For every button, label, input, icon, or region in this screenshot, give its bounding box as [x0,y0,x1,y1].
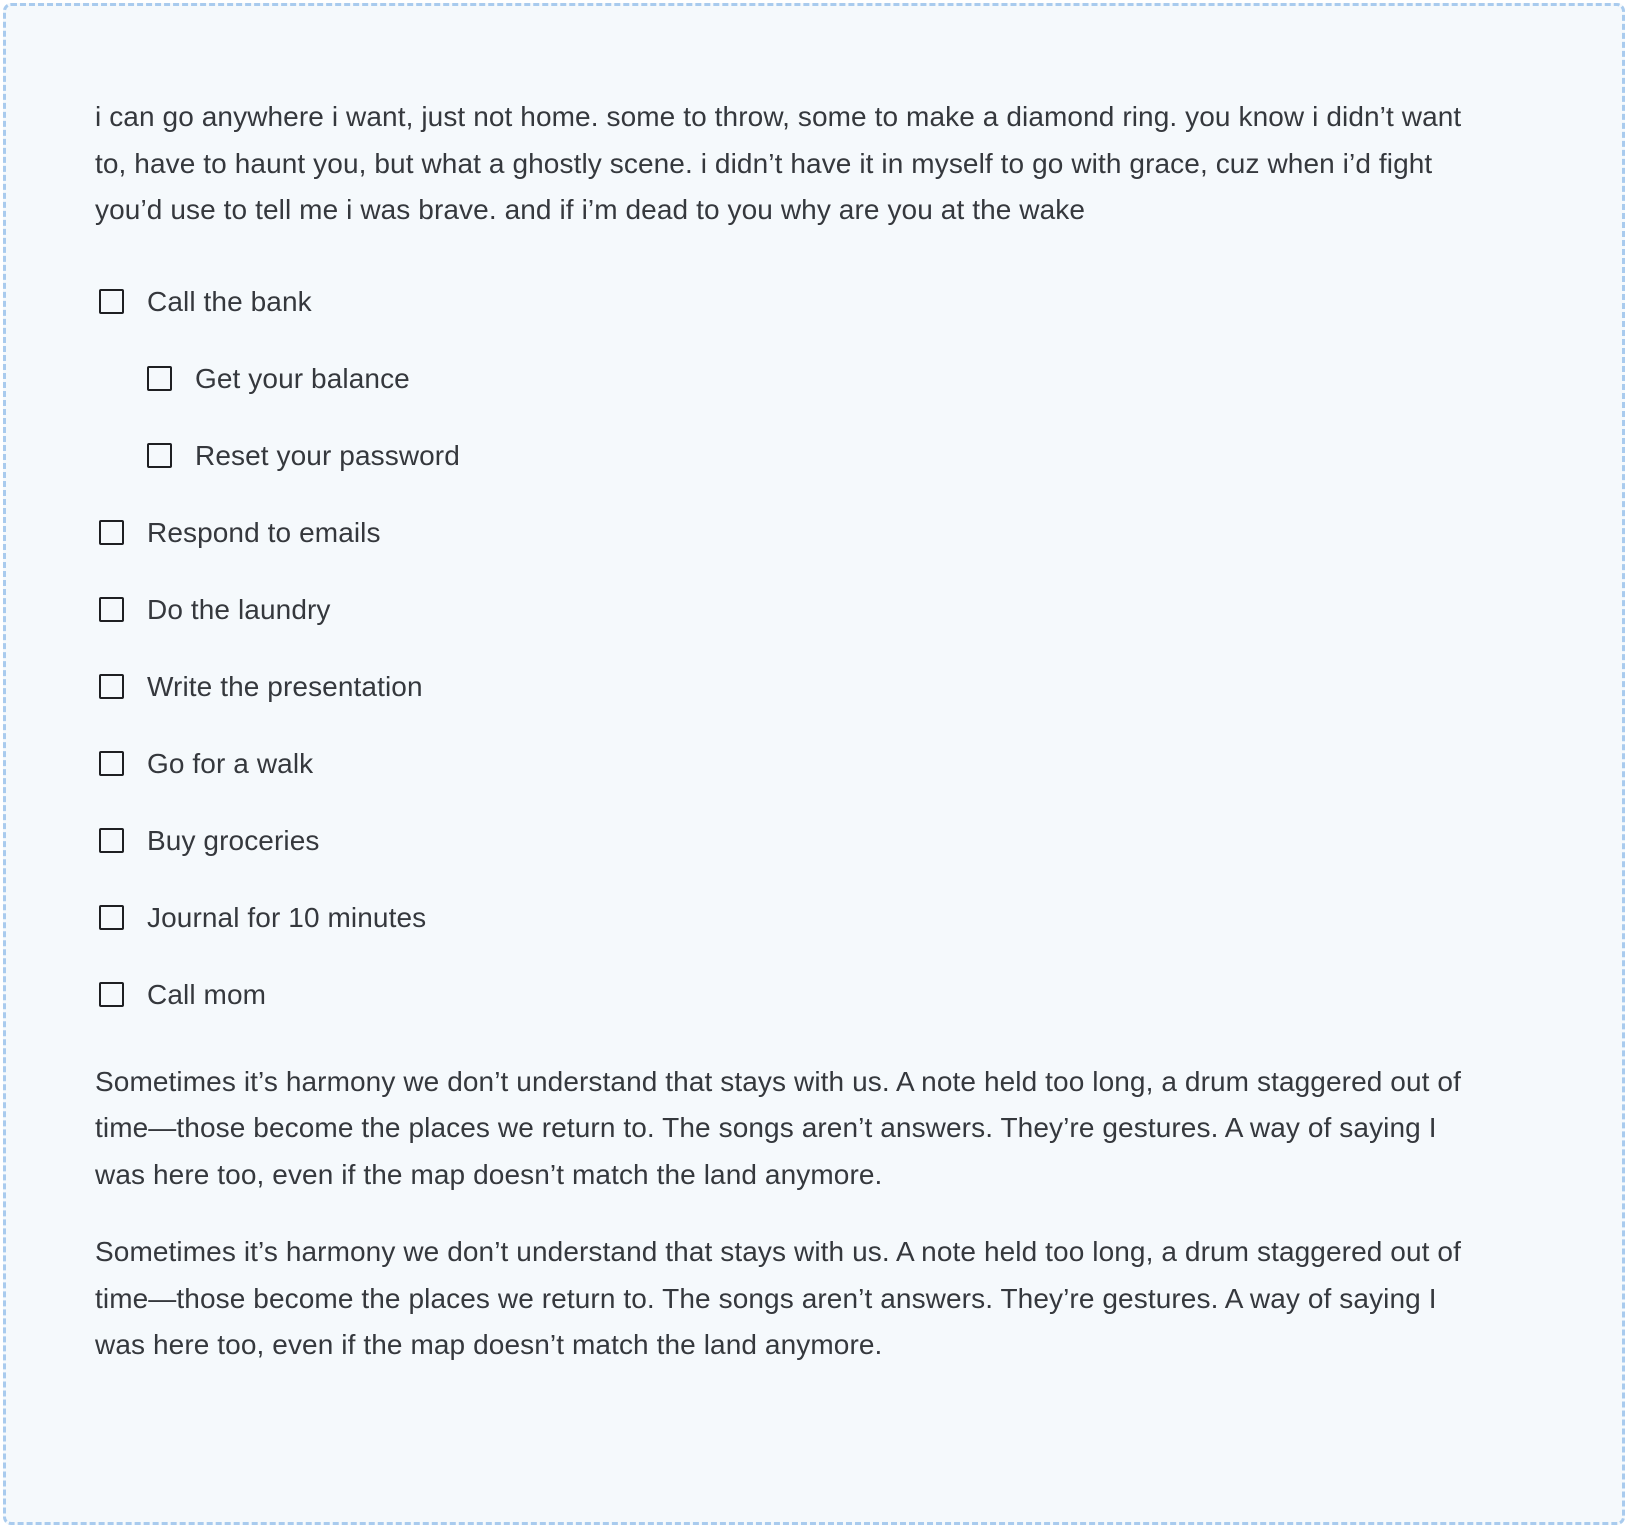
checkbox-unchecked[interactable] [99,597,124,622]
checklist-item-label: Go for a walk [147,747,314,779]
checklist-item-label: Do the laundry [147,593,331,625]
closing-paragraph: Sometimes it’s harmony we don’t understand that stays with us. A note held too long, a drum staggered out of time—those become the places we return to. The songs aren’t answers. They’re gestures. A way of saying I was here too, even if the map doesn’t match the land anymore. [95,1236,1461,1360]
checkbox-unchecked[interactable] [99,828,124,853]
checklist-item-label: Call mom [147,978,267,1010]
checklist-item [147,356,1464,402]
closing-paragraphs [95,1059,1464,1369]
checklist-item [99,972,1464,1018]
closing-paragraph: Sometimes it’s harmony we don’t understand that stays with us. A note held too long, a drum staggered out of time—those become the places we return to. The songs aren’t answers. They’re gestures. A way of saying I was here too, even if the map doesn’t match the land anymore. [95,1065,1461,1190]
checklist-item [99,510,1464,556]
checklist-item-label: Buy groceries [147,824,320,856]
checklist-item [147,433,1464,479]
intro-paragraph: i can go anywhere i want, just not home. some to throw, some to make a diamond ring. you know i didn’t want to, have to haunt you, but what a ghostly scene. i didn’t have it in myself to go with grace, cuz when i’d fight you’d use to tell me i was brave. and if i’m dead to you why are you at the wake [95,101,1462,225]
checklist-item-label: Respond to emails [147,516,381,548]
checkbox-unchecked[interactable] [147,443,172,468]
checklist-item-label: Write the presentation [147,670,423,702]
checklist-item [99,818,1464,864]
checkbox-unchecked[interactable] [99,751,124,776]
checkbox-unchecked[interactable] [99,674,124,699]
checklist-item-label: Journal for 10 minutes [147,901,427,933]
checkbox-unchecked[interactable] [99,905,124,930]
checklist [95,279,1464,1018]
document-content [6,6,1622,1429]
checklist-item [99,279,1464,325]
checklist-item [99,587,1464,633]
checkbox-unchecked[interactable] [99,289,124,314]
checklist-item [99,741,1464,787]
checklist-item [99,895,1464,941]
checklist-item-label: Reset your password [195,439,460,471]
checkbox-unchecked[interactable] [99,982,124,1007]
checkbox-unchecked[interactable] [99,520,124,545]
checklist-item-label: Get your balance [195,362,410,394]
checklist-item [99,664,1464,710]
editor-canvas[interactable] [3,3,1625,1525]
checkbox-unchecked[interactable] [147,366,172,391]
checklist-item-label: Call the bank [147,285,312,317]
